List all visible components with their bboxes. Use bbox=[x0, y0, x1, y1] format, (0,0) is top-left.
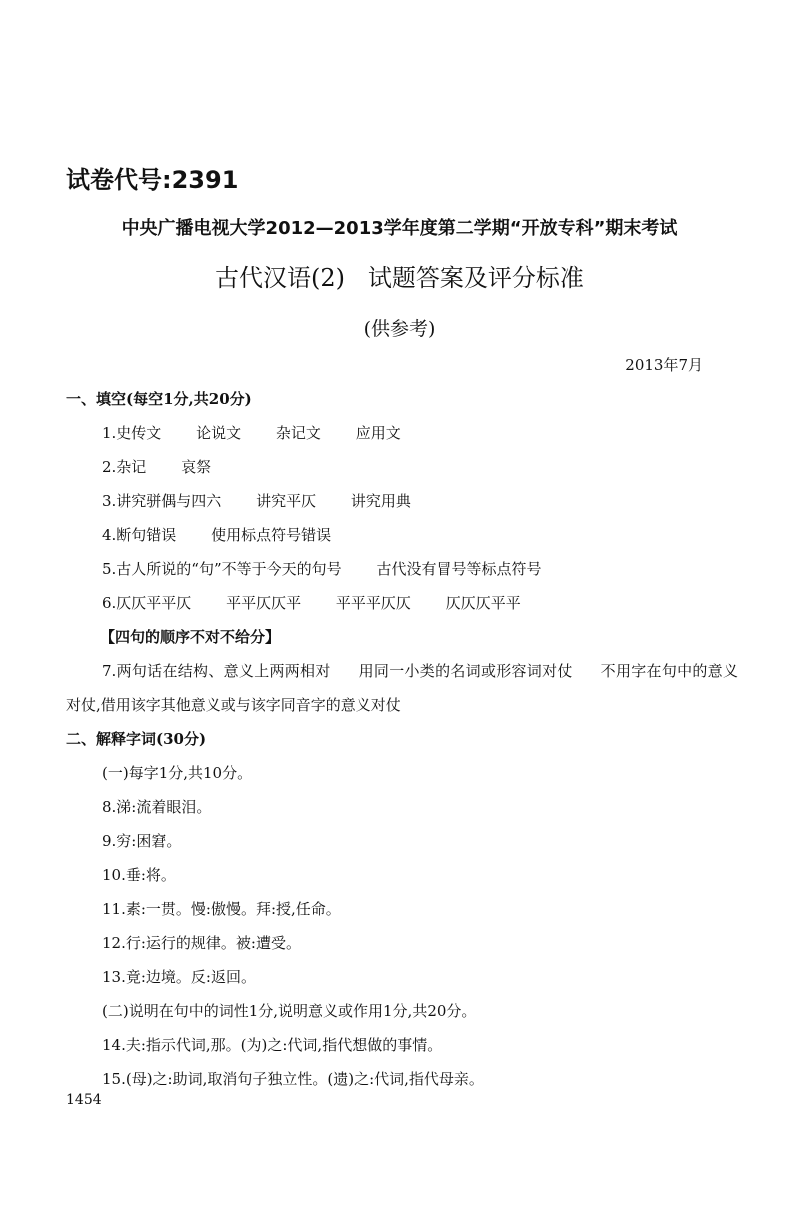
section2-heading: 二、解释字词(30分) bbox=[66, 730, 207, 748]
exam-date: 2013年7月 bbox=[625, 356, 703, 374]
grading-note: 【四句的顺序不对不给分】 bbox=[100, 628, 281, 646]
answer-item: 平平平仄仄 bbox=[335, 594, 411, 612]
answer-item: 2.杂记 bbox=[102, 458, 147, 476]
answer-item: 不用字在句中的意义对仗,借用该字其他意义或与该字同音字的意义对仗 bbox=[66, 662, 738, 714]
answer-item: 哀祭 bbox=[181, 458, 212, 476]
section2-part2-instruction: (二)说明在句中的词性1分,说明意义或作用1分,共20分。 bbox=[102, 1002, 477, 1020]
answer-item: 使用标点符号错误 bbox=[211, 526, 332, 544]
answer-item: 应用文 bbox=[355, 424, 401, 442]
answer-item: 5.古人所说的“句”不等于今天的句号 bbox=[102, 560, 342, 578]
answer-item: 古代没有冒号等标点符号 bbox=[376, 560, 542, 578]
answer-q5 bbox=[102, 558, 541, 579]
answer-q7 bbox=[66, 654, 738, 722]
answer-item: 用同一小类的名词或形容词对仗 bbox=[358, 662, 573, 680]
answer-q10: 10.垂:将。 bbox=[102, 866, 176, 884]
answer-item: 4.断句错误 bbox=[102, 526, 177, 544]
exam-name: 中央广播电视大学2012—2013学年度第二学期“开放专科”期末考试 bbox=[121, 218, 678, 239]
section1-heading: 一、填空(每空1分,共20分) bbox=[66, 390, 252, 408]
answer-q11: 11.素:一贯。慢:傲慢。拜:授,任命。 bbox=[102, 900, 341, 918]
answer-item: 讲究平仄 bbox=[256, 492, 317, 510]
answer-q1 bbox=[102, 422, 401, 443]
answer-item: 杂记文 bbox=[275, 424, 321, 442]
answer-q14: 14.夫:指示代词,那。(为)之:代词,指代想做的事情。 bbox=[102, 1036, 443, 1054]
reference-note: (供参考) bbox=[363, 318, 436, 340]
answer-q8: 8.涕:流着眼泪。 bbox=[102, 798, 212, 816]
answer-q3 bbox=[102, 490, 411, 511]
paper-code: 试卷代号:2391 bbox=[66, 166, 239, 194]
page-title: 古代汉语(2) 试题答案及评分标准 bbox=[215, 264, 584, 292]
answer-item: 6.仄仄平平仄 bbox=[102, 594, 192, 612]
answer-q4 bbox=[102, 524, 331, 545]
answer-q12: 12.行:运行的规律。被:遭受。 bbox=[102, 934, 301, 952]
answer-item: 仄仄仄平平 bbox=[445, 594, 521, 612]
answer-q9: 9.穷:困窘。 bbox=[102, 832, 182, 850]
answer-q15: 15.(母)之:助词,取消句子独立性。(遗)之:代词,指代母亲。 bbox=[102, 1070, 484, 1088]
answer-item: 平平仄仄平 bbox=[226, 594, 302, 612]
answer-item: 3.讲究骈偶与四六 bbox=[102, 492, 222, 510]
answer-q6 bbox=[102, 592, 521, 613]
page-number: 1454 bbox=[66, 1092, 102, 1108]
answer-q13: 13.竟:边境。反:返回。 bbox=[102, 968, 256, 986]
section2-part1-instruction: (一)每字1分,共10分。 bbox=[102, 764, 253, 782]
answer-item: 论说文 bbox=[196, 424, 242, 442]
answer-q2 bbox=[102, 456, 211, 477]
answer-item: 7.两句话在结构、意义上两两相对 bbox=[102, 662, 331, 680]
answer-item: 讲究用典 bbox=[350, 492, 411, 510]
answer-item: 1.史传文 bbox=[102, 424, 162, 442]
